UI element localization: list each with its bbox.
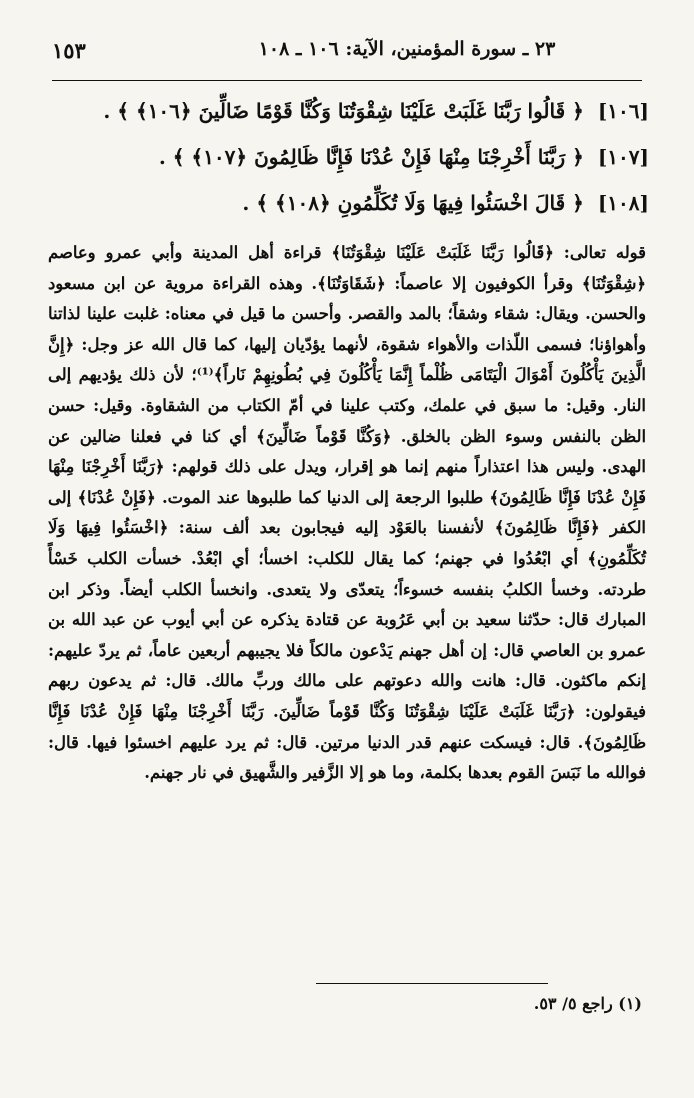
verse-108 <box>60 180 649 226</box>
verse-106 <box>60 88 649 134</box>
commentary-text <box>48 238 646 918</box>
header-divider <box>52 80 642 81</box>
verse-block <box>60 88 649 226</box>
verse-number: [١٠٧] <box>597 145 649 169</box>
commentary-paragraph: قوله تعالى: ﴿قَالُوا رَبَّنَا غَلَبَتْ عَلَيْنَا شِقْوَتُنَا﴾ قراءة أهل المدينة وأبي عمرو وعاصم ﴿شِقْوَتُنَا﴾ وقرأ الكوفيون إلا عاصماً: ﴿شَقَاوَتُنَا﴾. وهذه القراءة مروية عن ابن مسعود والحسن. ويقال: شقاء وشقاً؛ بالمد والقصر. وأحسن ما قيل في معناه: غلبت علينا لذاتنا وأهواؤنا؛ فسمى اللّذات والأهواء شقوة، لأنهما يؤدّيان إليها، كما قال الله عز وجل: ﴿إِنَّ الَّذِينَ يَأْكُلُونَ أَمْوَالَ الْيَتَامَى ظُلْماً إِنَّمَا يَأْكُلُونَ فِي بُطُونِهِمْ نَاراً﴾⁽¹⁾؛ لأن ذلك يؤديهم إلى النار. وقيل: ما سبق في علمك، وكتب علينا في أمّ الكتاب من الشقاوة. وقيل: حسن الظن بالنفس وسوء الظن بالخلق. ﴿وَكُنَّا قَوْماً ضَالِّينَ﴾ أي كنا في فعلنا ضالين عن الهدى. وليس هذا اعتذاراً منهم إنما هو إقرار، ويدل على ذلك قولهم: ﴿رَبَّنَا أَخْرِجْنَا مِنْهَا فَإِنْ عُدْنَا فَإِنَّا ظَالِمُونَ﴾ طلبوا الرجعة إلى الدنيا كما طلبوها عند الموت. ﴿فَإِنْ عُدْنَا﴾ إلى الكفر ﴿فَإِنَّا ظَالِمُونَ﴾ لأنفسنا بالعَوْد إليه فيجابون بعد ألف سنة: ﴿اخْسَئُوا فِيهَا وَلَا تُكَلِّمُونِ﴾ أي ابْعُدُوا في جهنم؛ كما يقال للكلب: اخسأ؛ أي ابْعُدْ. خسأت الكلب خَسْأً طردته. وخسأ الكلبُ بنفسه خسوءاً؛ يتعدّى ولا يتعدى. وانخسأ الكلب أيضاً. وذكر ابن المبارك قال: حدّثنا سعيد بن أبي عَرُوبة عن قتادة يذكره عن أبي أيوب عن عبد الله بن عمرو بن العاصي قال: إن أهل جهنم يَدْعون مالكاً فلا يجيبهم أربعين عاماً، ثم يردّ عليهم: إنكم ماكثون. قال: هانت والله دعوتهم على مالك وربِّ مالك. قال: ثم يدعون ربهم فيقولون: ﴿رَبَّنَا غَلَبَتْ عَلَيْنَا شِقْوَتُنَا وَكُنَّا قَوْماً ضَالِّينَ. رَبَّنَا أَخْرِجْنَا مِنْهَا فَإِنْ عُدْنَا فَإِنَّا ظَالِمُونَ﴾. قال: فيسكت عنهم قدر الدنيا مرتين. قال: ثم يرد عليهم اخسئوا فيها. قال: فوالله ما نَبَسَ القوم بعدها بكلمة، وما هو إلا الزَّفير والشَّهيق في نار جهنم. <box>48 243 646 783</box>
footnote: (١) راجع ٥/ ٥٣. <box>533 994 642 1013</box>
page-header <box>52 38 642 78</box>
footnote-divider <box>316 983 548 984</box>
verse-text: ﴿ قَالَ اخْسَئُوا فِيهَا وَلَا تُكَلِّمُونِ ﴿١٠٨﴾ ﴾ . <box>242 191 584 215</box>
page-number: ١٥٣ <box>52 38 86 63</box>
verse-number: [١٠٦] <box>597 99 649 123</box>
verse-107 <box>60 134 649 180</box>
verse-number: [١٠٨] <box>597 191 649 215</box>
verse-text: ﴿ رَبَّنَا أَخْرِجْنَا مِنْهَا فَإِنْ عُدْنَا فَإِنَّا ظَالِمُونَ ﴿١٠٧﴾ ﴾ . <box>158 145 584 169</box>
surah-title: ٢٣ ـ سورة المؤمنين، الآية: ١٠٦ ـ ١٠٨ <box>258 38 556 60</box>
verse-text: ﴿ قَالُوا رَبَّنَا غَلَبَتْ عَلَيْنَا شِقْوَتُنَا وَكُنَّا قَوْمًا ضَالِّينَ ﴿١٠٦﴾ ﴾ . <box>103 99 584 123</box>
